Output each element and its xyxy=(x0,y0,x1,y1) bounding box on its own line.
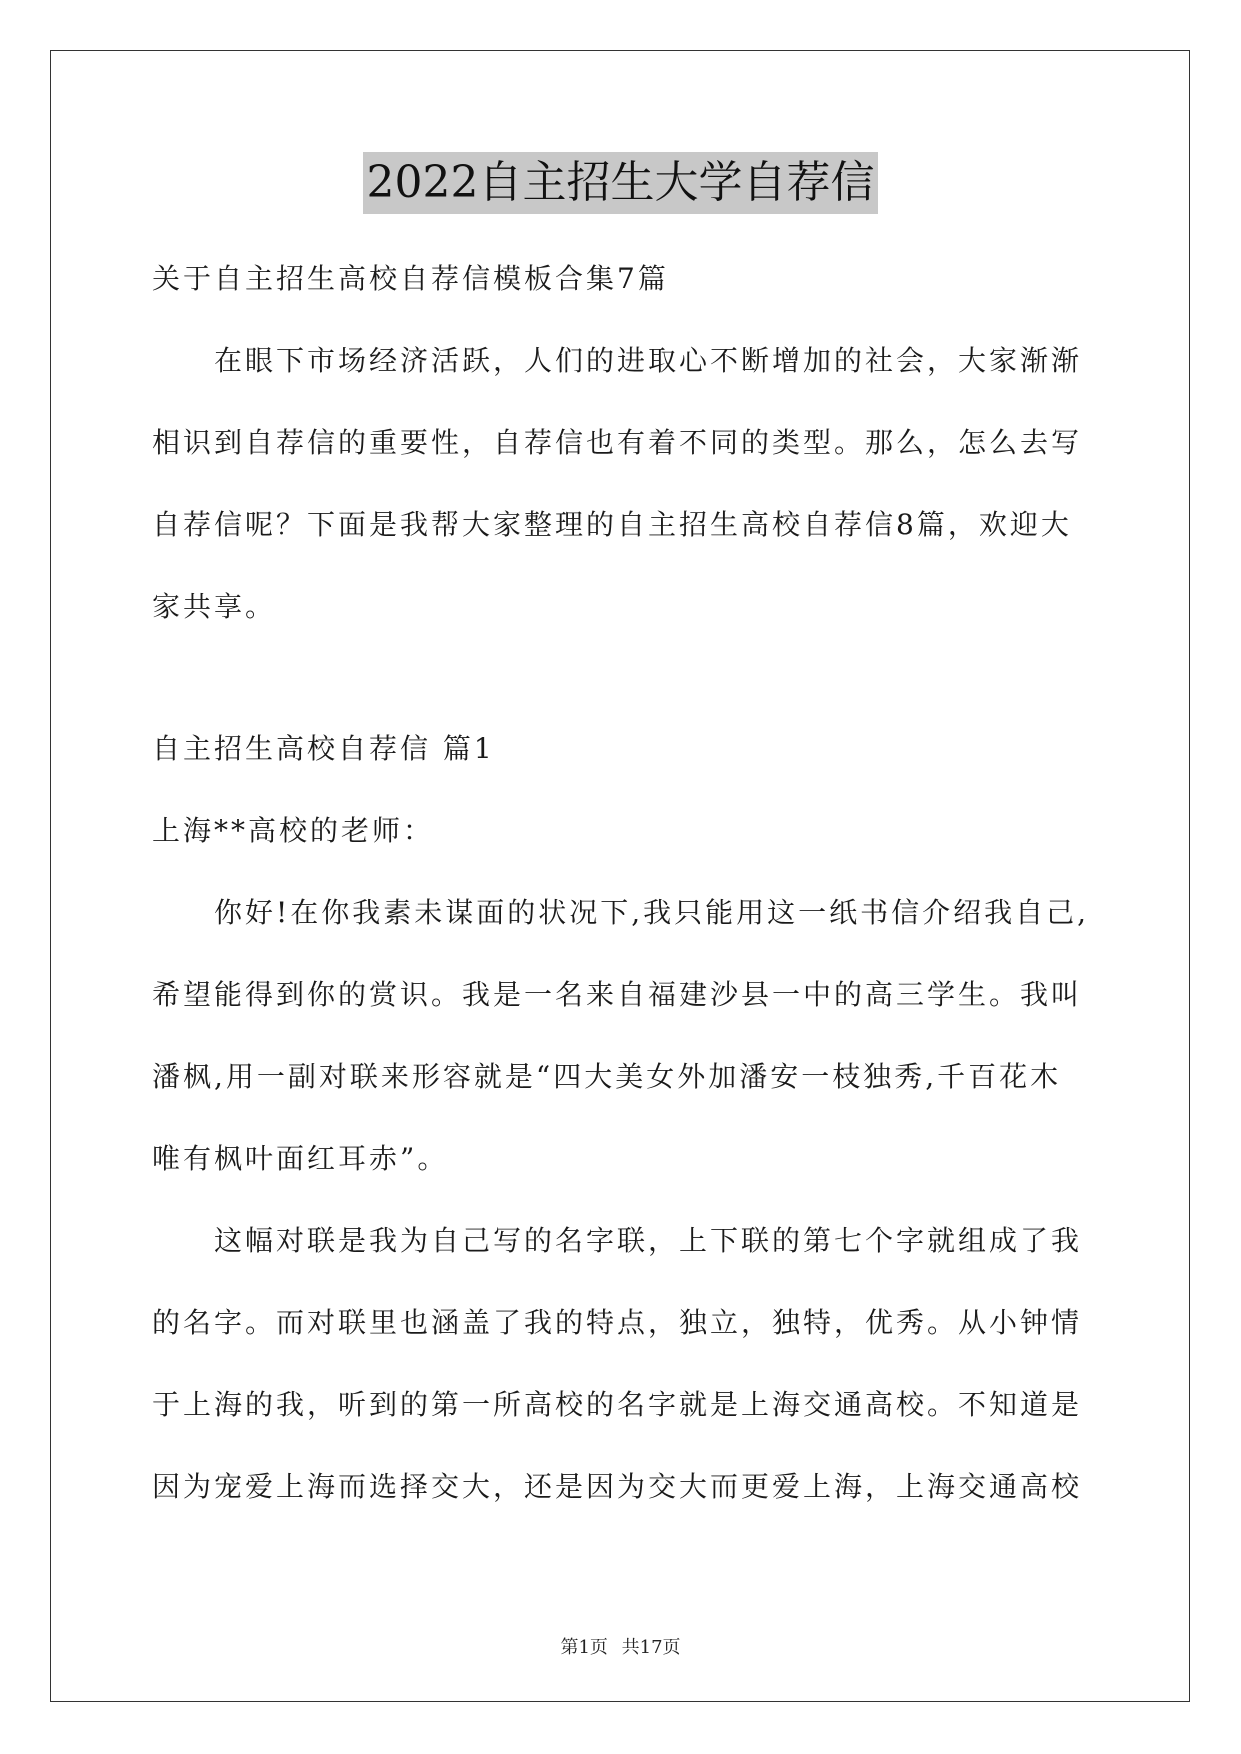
section-heading: 自主招生高校自荐信 篇1 xyxy=(152,732,495,765)
intro-line-1: 在眼下市场经济活跃，人们的进取心不断增加的社会，大家渐渐 xyxy=(214,344,1083,377)
para1-line-1: 你好!在你我素未谋面的状况下,我只能用这一纸书信介绍我自己, xyxy=(214,896,1090,929)
para2-line-1: 这幅对联是我为自己写的名字联，上下联的第七个字就组成了我 xyxy=(214,1224,1083,1257)
para2-line-2: 的名字。而对联里也涵盖了我的特点，独立，独特，优秀。从小钟情 xyxy=(152,1306,1083,1339)
para1-line-2: 希望能得到你的赏识。我是一名来自福建沙县一中的高三学生。我叫 xyxy=(152,978,1083,1011)
intro-line-4: 家共享。 xyxy=(152,590,277,623)
title-wrap xyxy=(0,152,1241,214)
page-number: 第1页 xyxy=(560,1637,608,1658)
para1-line-4: 唯有枫叶面红耳赤”。 xyxy=(152,1142,449,1175)
intro-line-3: 自荐信呢？下面是我帮大家整理的自主招生高校自荐信8篇，欢迎大 xyxy=(152,508,1072,541)
intro-line-2: 相识到自荐信的重要性，自荐信也有着不同的类型。那么，怎么去写 xyxy=(152,426,1083,459)
page-footer xyxy=(0,1633,1241,1659)
section-gap xyxy=(152,648,1092,708)
salutation: 上海**高校的老师： xyxy=(152,814,435,847)
para2-line-4: 因为宠爱上海而选择交大，还是因为交大而更爱上海，上海交通高校 xyxy=(152,1470,1083,1503)
page-total: 共17页 xyxy=(621,1637,681,1658)
para2-line-3: 于上海的我，听到的第一所高校的名字就是上海交通高校。不知道是 xyxy=(152,1388,1083,1421)
document-subtitle: 关于自主招生高校自荐信模板合集7篇 xyxy=(152,262,669,295)
document-body xyxy=(152,238,1092,1528)
document-title: 2022自主招生大学自荐信 xyxy=(363,152,879,214)
para1-line-3: 潘枫,用一副对联来形容就是“四大美女外加潘安一枝独秀,千百花木 xyxy=(152,1060,1062,1093)
